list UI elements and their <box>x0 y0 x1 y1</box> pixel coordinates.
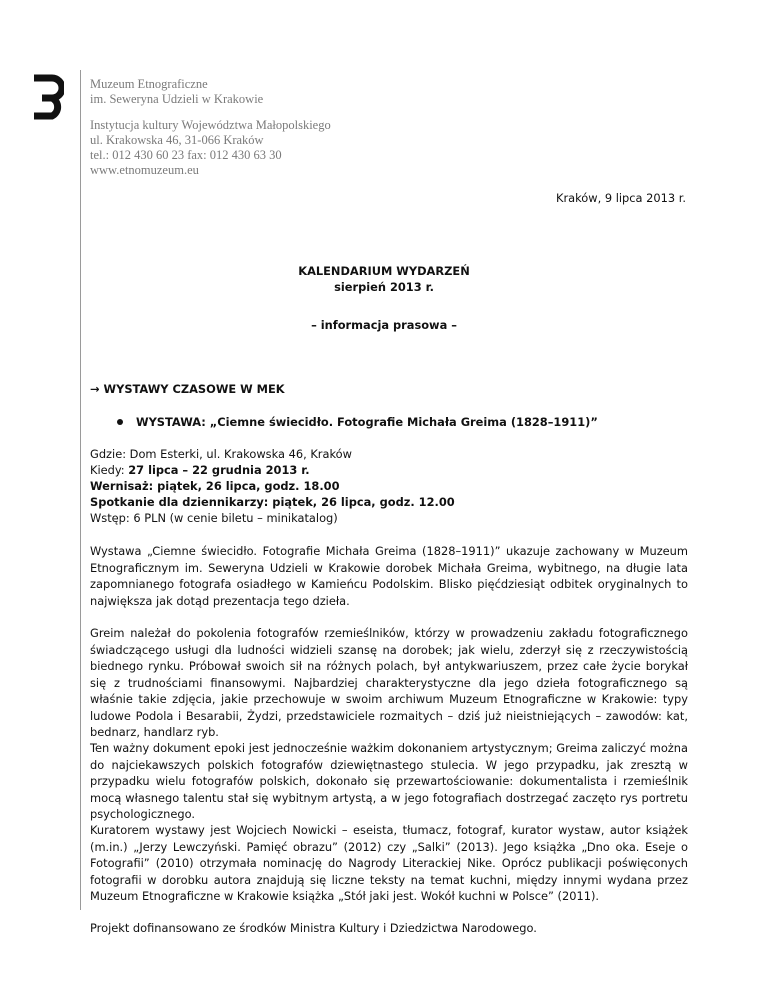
paragraph-intro: Wystawa „Ciemne świecidło. Fotografie Michała Greima (1828–1911)” ukazuje zachowany w Muzeum Etnograficznym im. Seweryna Udzieli w Krakowie dorobek Michała Greima, wybitnego, na długie lata zapomnianego fotografa osiadłego w Kamieńcu Podolskim. Blisko pięćdziesiąt odbitek oryginalnych to największa jak dotąd prezentacja tego dzieła. <box>90 544 688 608</box>
phone-line: tel.: 012 430 60 23 fax: 012 430 63 30 <box>90 148 282 162</box>
document-title: KALENDARIUM WYDARZEŃ <box>298 264 470 278</box>
document-subtitle: sierpień 2013 r. <box>334 280 434 294</box>
letterhead-divider <box>80 70 81 910</box>
admission-info: Wstęp: 6 PLN (w cenie biletu – minikatalog) <box>90 511 338 525</box>
paragraph-curator: Kuratorem wystawy jest Wojciech Nowicki – eseista, tłumacz, fotograf, kurator wystaw, autor książek (m.in.) „Jerzy Lewczyński. Pamięć obrazu” (2012) czy „Salki” (2013). Jego książka „Dno oka. Eseje o Fotografii” (2010) otrzymała nominację do Nagrody Literackiej Nike. Oprócz publikacji poświęconych fotografii w dorobku autora znajdują się liczne teksty na temat kuchni, między innymi wydana przez Muzeum Etnograficzne w Krakowie książka „Stół jaki jest. Wokół kuchni w Polsce” (2011). <box>90 823 688 903</box>
institution-line: Instytucja kultury Województwa Małopolskiego <box>90 118 331 132</box>
paragraph-significance: Ten ważny dokument epoki jest jednocześnie ważkim dokonaniem artystycznym; Greima zaliczyć można do najciekawszych polskich fotografów dziewiętnastego stulecia. W jego przypadku, jak zresztą w przypadku wielu fotografów polskich, dokonało się przewartościowanie: dokumentalista i rzemieślnik mocą własnego talentu stał się wybitnym artystą, a w jego fotografiach dostrzegać zaczęto rys portretu psychologicznego. <box>90 741 688 821</box>
address-line: ul. Krakowska 46, 31-066 Kraków <box>90 133 264 147</box>
exhibition-location: Gdzie: Dom Esterki, ul. Krakowska 46, Kraków <box>90 447 352 461</box>
bullet-icon <box>117 419 123 425</box>
date-line: Kraków, 9 lipca 2013 r. <box>555 191 686 205</box>
exhibition-dates: Kiedy: 27 lipca – 22 grudnia 2013 r. <box>90 463 310 477</box>
museum-logo-icon <box>30 74 64 120</box>
paragraph-biography: Greim należał do pokolenia fotografów rzemieślników, którzy w prowadzeniu zakładu fotograficznego świadczącego usługi dla ludności widzieli szansę na dorobek; jak wielu, zderzył się z rzeczywistością biednego rynku. Próbował swoich sił na różnych polach, był antykwariuszem, przez całe życie borykał się z trudnościami finansowymi. Najbardziej charakterystyczne dla jego dzieła fotograficznego są właśnie takie zdjęcia, jakie przechowuje w swoim archiwum Muzeum Etnograficzne w Krakowie: typy ludowe Podola i Besarabii, Żydzi, przedstawiciele rozmaitych – dziś już nieistniejących – zawodów: kat, bednarz, handlarz ryb. <box>90 626 688 739</box>
museum-name: Muzeum Etnograficzne <box>90 77 208 91</box>
press-info-label: – informacja prasowa – <box>311 318 457 332</box>
museum-patron: im. Seweryna Udzieli w Krakowie <box>90 92 264 106</box>
exhibition-title: WYSTAWA: „Ciemne świecidło. Fotografie Michała Greima (1828–1911)” <box>136 415 598 429</box>
vernissage-info: Wernisaż: piątek, 26 lipca, godz. 18.00 <box>90 479 340 493</box>
press-meeting-info: Spotkanie dla dziennikarzy: piątek, 26 lipca, godz. 12.00 <box>90 495 455 509</box>
paragraph-funding: Projekt dofinansowano ze środków Ministra Kultury i Dziedzictwa Narodowego. <box>90 921 537 935</box>
section-heading: → WYSTAWY CZASOWE W MEK <box>90 382 285 396</box>
website-link[interactable]: www.etnomuzeum.eu <box>90 163 199 177</box>
